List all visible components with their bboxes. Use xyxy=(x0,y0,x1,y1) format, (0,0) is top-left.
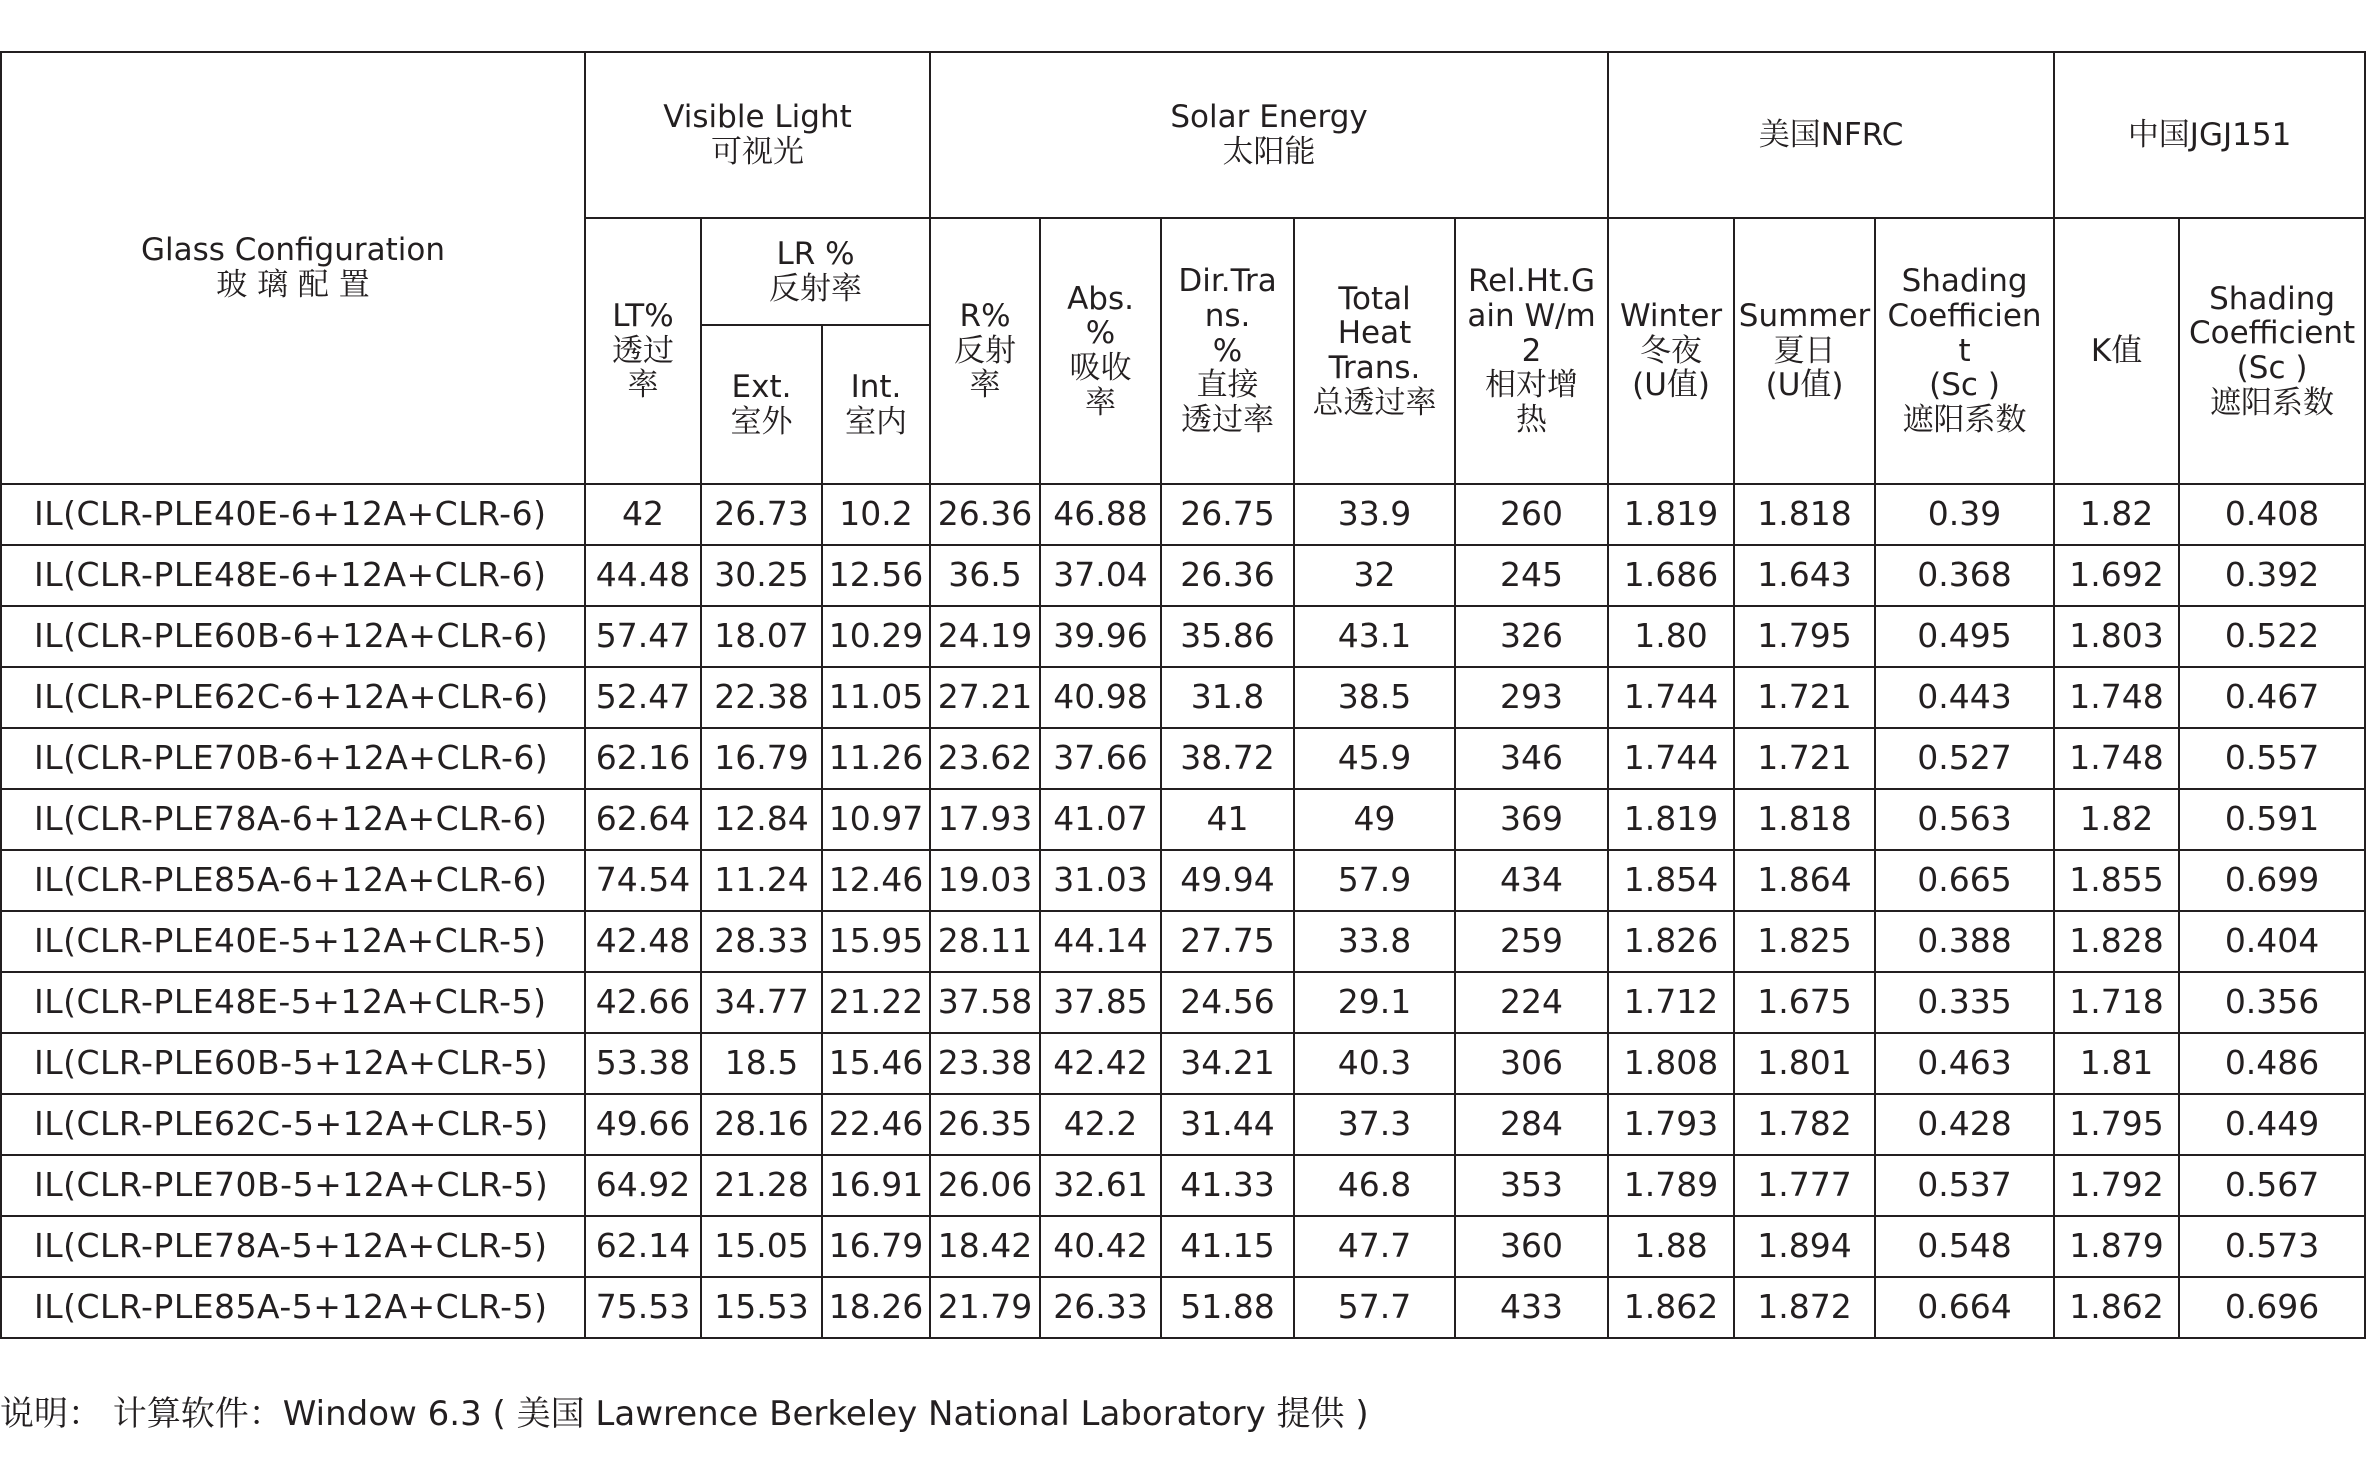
glass-config-cell: IL(CLR-PLE85A-5+12A+CLR-5) xyxy=(1,1277,585,1338)
value-cell: 0.557 xyxy=(2179,728,2365,789)
value-cell: 52.47 xyxy=(585,667,701,728)
value-cell: 74.54 xyxy=(585,850,701,911)
value-cell: 32.61 xyxy=(1040,1155,1161,1216)
value-cell: 1.718 xyxy=(2054,972,2179,1033)
header-solar-energy: Solar Energy 太阳能 xyxy=(930,52,1608,218)
value-cell: 35.86 xyxy=(1161,606,1294,667)
value-cell: 0.563 xyxy=(1875,789,2054,850)
value-cell: 28.16 xyxy=(701,1094,822,1155)
table-row xyxy=(1,545,2365,606)
glass-config-cell: IL(CLR-PLE40E-5+12A+CLR-5) xyxy=(1,911,585,972)
value-cell: 49 xyxy=(1294,789,1455,850)
value-cell: 32 xyxy=(1294,545,1455,606)
value-cell: 1.854 xyxy=(1608,850,1734,911)
value-cell: 26.36 xyxy=(1161,545,1294,606)
header-glass-configuration: Glass Configuration 玻 璃 配 置 xyxy=(1,52,585,484)
footnote: 说明： 计算软件：Window 6.3 ( 美国 Lawrence Berkeley National Laboratory 提供 ) xyxy=(0,1394,1369,1434)
header-abs: Abs. % 吸收 率 xyxy=(1040,218,1161,484)
value-cell: 41.33 xyxy=(1161,1155,1294,1216)
value-cell: 1.748 xyxy=(2054,728,2179,789)
value-cell: 1.748 xyxy=(2054,667,2179,728)
glass-config-cell: IL(CLR-PLE70B-6+12A+CLR-6) xyxy=(1,728,585,789)
glass-config-cell: IL(CLR-PLE85A-6+12A+CLR-6) xyxy=(1,850,585,911)
value-cell: 1.777 xyxy=(1734,1155,1875,1216)
table-row xyxy=(1,972,2365,1033)
value-cell: 34.77 xyxy=(701,972,822,1033)
value-cell: 17.93 xyxy=(930,789,1040,850)
value-cell: 1.818 xyxy=(1734,484,1875,545)
value-cell: 39.96 xyxy=(1040,606,1161,667)
value-cell: 0.567 xyxy=(2179,1155,2365,1216)
value-cell: 224 xyxy=(1455,972,1608,1033)
header-lr: LR % 反射率 xyxy=(701,218,930,325)
value-cell: 47.7 xyxy=(1294,1216,1455,1277)
value-cell: 0.696 xyxy=(2179,1277,2365,1338)
table-row xyxy=(1,1277,2365,1338)
value-cell: 42 xyxy=(585,484,701,545)
value-cell: 44.48 xyxy=(585,545,701,606)
glass-spec-table xyxy=(0,51,2366,1339)
value-cell: 16.79 xyxy=(822,1216,930,1277)
value-cell: 12.84 xyxy=(701,789,822,850)
value-cell: 306 xyxy=(1455,1033,1608,1094)
glass-config-cell: IL(CLR-PLE78A-6+12A+CLR-6) xyxy=(1,789,585,850)
value-cell: 0.368 xyxy=(1875,545,2054,606)
value-cell: 0.443 xyxy=(1875,667,2054,728)
value-cell: 1.862 xyxy=(1608,1277,1734,1338)
value-cell: 26.33 xyxy=(1040,1277,1161,1338)
table-row xyxy=(1,1033,2365,1094)
value-cell: 1.801 xyxy=(1734,1033,1875,1094)
value-cell: 1.692 xyxy=(2054,545,2179,606)
value-cell: 1.793 xyxy=(1608,1094,1734,1155)
glass-config-cell: IL(CLR-PLE62C-5+12A+CLR-5) xyxy=(1,1094,585,1155)
value-cell: 0.527 xyxy=(1875,728,2054,789)
value-cell: 1.855 xyxy=(2054,850,2179,911)
value-cell: 18.07 xyxy=(701,606,822,667)
value-cell: 37.66 xyxy=(1040,728,1161,789)
table-row xyxy=(1,789,2365,850)
value-cell: 46.88 xyxy=(1040,484,1161,545)
value-cell: 0.467 xyxy=(2179,667,2365,728)
value-cell: 31.8 xyxy=(1161,667,1294,728)
value-cell: 1.744 xyxy=(1608,728,1734,789)
value-cell: 62.64 xyxy=(585,789,701,850)
value-cell: 10.2 xyxy=(822,484,930,545)
glass-config-cell: IL(CLR-PLE40E-6+12A+CLR-6) xyxy=(1,484,585,545)
value-cell: 53.38 xyxy=(585,1033,701,1094)
value-cell: 12.46 xyxy=(822,850,930,911)
header-lr-ext: Ext. 室外 xyxy=(701,325,822,484)
value-cell: 0.548 xyxy=(1875,1216,2054,1277)
table-row xyxy=(1,667,2365,728)
value-cell: 45.9 xyxy=(1294,728,1455,789)
value-cell: 1.721 xyxy=(1734,728,1875,789)
value-cell: 245 xyxy=(1455,545,1608,606)
value-cell: 1.864 xyxy=(1734,850,1875,911)
value-cell: 15.05 xyxy=(701,1216,822,1277)
value-cell: 1.712 xyxy=(1608,972,1734,1033)
value-cell: 22.38 xyxy=(701,667,822,728)
value-cell: 1.782 xyxy=(1734,1094,1875,1155)
value-cell: 260 xyxy=(1455,484,1608,545)
header-k-value: K值 xyxy=(2054,218,2179,484)
value-cell: 346 xyxy=(1455,728,1608,789)
header-r: R% 反射 率 xyxy=(930,218,1040,484)
value-cell: 64.92 xyxy=(585,1155,701,1216)
value-cell: 1.808 xyxy=(1608,1033,1734,1094)
value-cell: 57.7 xyxy=(1294,1277,1455,1338)
value-cell: 21.22 xyxy=(822,972,930,1033)
table-row xyxy=(1,1094,2365,1155)
value-cell: 26.75 xyxy=(1161,484,1294,545)
value-cell: 1.818 xyxy=(1734,789,1875,850)
value-cell: 1.82 xyxy=(2054,789,2179,850)
value-cell: 18.5 xyxy=(701,1033,822,1094)
value-cell: 41.07 xyxy=(1040,789,1161,850)
value-cell: 1.792 xyxy=(2054,1155,2179,1216)
value-cell: 15.95 xyxy=(822,911,930,972)
value-cell: 27.75 xyxy=(1161,911,1294,972)
value-cell: 43.1 xyxy=(1294,606,1455,667)
value-cell: 23.38 xyxy=(930,1033,1040,1094)
header-total-heat-trans: Total Heat Trans. 总透过率 xyxy=(1294,218,1455,484)
value-cell: 0.335 xyxy=(1875,972,2054,1033)
value-cell: 0.591 xyxy=(2179,789,2365,850)
value-cell: 1.795 xyxy=(1734,606,1875,667)
value-cell: 0.486 xyxy=(2179,1033,2365,1094)
value-cell: 33.9 xyxy=(1294,484,1455,545)
value-cell: 42.48 xyxy=(585,911,701,972)
value-cell: 1.80 xyxy=(1608,606,1734,667)
value-cell: 37.58 xyxy=(930,972,1040,1033)
value-cell: 18.42 xyxy=(930,1216,1040,1277)
value-cell: 40.42 xyxy=(1040,1216,1161,1277)
value-cell: 0.522 xyxy=(2179,606,2365,667)
value-cell: 30.25 xyxy=(701,545,822,606)
value-cell: 1.826 xyxy=(1608,911,1734,972)
value-cell: 0.388 xyxy=(1875,911,2054,972)
table-row xyxy=(1,1155,2365,1216)
value-cell: 28.33 xyxy=(701,911,822,972)
value-cell: 40.98 xyxy=(1040,667,1161,728)
glass-config-cell: IL(CLR-PLE70B-5+12A+CLR-5) xyxy=(1,1155,585,1216)
value-cell: 1.872 xyxy=(1734,1277,1875,1338)
value-cell: 0.39 xyxy=(1875,484,2054,545)
value-cell: 369 xyxy=(1455,789,1608,850)
value-cell: 40.3 xyxy=(1294,1033,1455,1094)
value-cell: 15.46 xyxy=(822,1033,930,1094)
value-cell: 0.392 xyxy=(2179,545,2365,606)
value-cell: 11.05 xyxy=(822,667,930,728)
header-shading-coefficient-nfrc: Shading Coefficien t (Sc ) 遮阳系数 xyxy=(1875,218,2054,484)
value-cell: 51.88 xyxy=(1161,1277,1294,1338)
value-cell: 18.26 xyxy=(822,1277,930,1338)
value-cell: 27.21 xyxy=(930,667,1040,728)
value-cell: 46.8 xyxy=(1294,1155,1455,1216)
value-cell: 49.94 xyxy=(1161,850,1294,911)
glass-config-cell: IL(CLR-PLE78A-5+12A+CLR-5) xyxy=(1,1216,585,1277)
value-cell: 62.16 xyxy=(585,728,701,789)
value-cell: 26.35 xyxy=(930,1094,1040,1155)
value-cell: 1.879 xyxy=(2054,1216,2179,1277)
value-cell: 1.825 xyxy=(1734,911,1875,972)
value-cell: 259 xyxy=(1455,911,1608,972)
value-cell: 29.1 xyxy=(1294,972,1455,1033)
value-cell: 57.9 xyxy=(1294,850,1455,911)
glass-config-cell: IL(CLR-PLE60B-6+12A+CLR-6) xyxy=(1,606,585,667)
value-cell: 284 xyxy=(1455,1094,1608,1155)
header-lt: LT% 透过 率 xyxy=(585,218,701,484)
value-cell: 41 xyxy=(1161,789,1294,850)
value-cell: 1.828 xyxy=(2054,911,2179,972)
value-cell: 26.73 xyxy=(701,484,822,545)
value-cell: 1.862 xyxy=(2054,1277,2179,1338)
value-cell: 26.06 xyxy=(930,1155,1040,1216)
value-cell: 42.42 xyxy=(1040,1033,1161,1094)
value-cell: 1.686 xyxy=(1608,545,1734,606)
value-cell: 10.29 xyxy=(822,606,930,667)
value-cell: 0.699 xyxy=(2179,850,2365,911)
value-cell: 1.675 xyxy=(1734,972,1875,1033)
value-cell: 16.79 xyxy=(701,728,822,789)
value-cell: 11.24 xyxy=(701,850,822,911)
value-cell: 1.82 xyxy=(2054,484,2179,545)
value-cell: 31.44 xyxy=(1161,1094,1294,1155)
value-cell: 1.789 xyxy=(1608,1155,1734,1216)
header-visible-light: Visible Light 可视光 xyxy=(585,52,930,218)
value-cell: 0.408 xyxy=(2179,484,2365,545)
value-cell: 1.803 xyxy=(2054,606,2179,667)
value-cell: 0.537 xyxy=(1875,1155,2054,1216)
table-row xyxy=(1,1216,2365,1277)
value-cell: 38.5 xyxy=(1294,667,1455,728)
value-cell: 75.53 xyxy=(585,1277,701,1338)
value-cell: 34.21 xyxy=(1161,1033,1294,1094)
value-cell: 37.3 xyxy=(1294,1094,1455,1155)
value-cell: 16.91 xyxy=(822,1155,930,1216)
value-cell: 0.573 xyxy=(2179,1216,2365,1277)
value-cell: 0.428 xyxy=(1875,1094,2054,1155)
value-cell: 31.03 xyxy=(1040,850,1161,911)
value-cell: 41.15 xyxy=(1161,1216,1294,1277)
value-cell: 1.795 xyxy=(2054,1094,2179,1155)
value-cell: 22.46 xyxy=(822,1094,930,1155)
header-jgj151: 中国JGJ151 xyxy=(2054,52,2365,218)
table-row xyxy=(1,606,2365,667)
table-row xyxy=(1,728,2365,789)
header-summer-u: Summer 夏日 (U值) xyxy=(1734,218,1875,484)
value-cell: 326 xyxy=(1455,606,1608,667)
value-cell: 433 xyxy=(1455,1277,1608,1338)
value-cell: 36.5 xyxy=(930,545,1040,606)
value-cell: 1.894 xyxy=(1734,1216,1875,1277)
value-cell: 19.03 xyxy=(930,850,1040,911)
header-rel-heat-gain: Rel.Ht.G ain W/m 2 相对增 热 xyxy=(1455,218,1608,484)
value-cell: 12.56 xyxy=(822,545,930,606)
glass-config-cell: IL(CLR-PLE48E-5+12A+CLR-5) xyxy=(1,972,585,1033)
value-cell: 26.36 xyxy=(930,484,1040,545)
value-cell: 15.53 xyxy=(701,1277,822,1338)
value-cell: 293 xyxy=(1455,667,1608,728)
glass-config-cell: IL(CLR-PLE48E-6+12A+CLR-6) xyxy=(1,545,585,606)
value-cell: 57.47 xyxy=(585,606,701,667)
header-nfrc: 美国NFRC xyxy=(1608,52,2054,218)
value-cell: 1.81 xyxy=(2054,1033,2179,1094)
value-cell: 44.14 xyxy=(1040,911,1161,972)
table-row xyxy=(1,850,2365,911)
value-cell: 1.819 xyxy=(1608,789,1734,850)
value-cell: 38.72 xyxy=(1161,728,1294,789)
table-row xyxy=(1,484,2365,545)
value-cell: 24.56 xyxy=(1161,972,1294,1033)
value-cell: 42.66 xyxy=(585,972,701,1033)
value-cell: 434 xyxy=(1455,850,1608,911)
header-winter-u: Winter 冬夜 (U值) xyxy=(1608,218,1734,484)
value-cell: 0.664 xyxy=(1875,1277,2054,1338)
value-cell: 0.356 xyxy=(2179,972,2365,1033)
value-cell: 49.66 xyxy=(585,1094,701,1155)
value-cell: 0.463 xyxy=(1875,1033,2054,1094)
value-cell: 1.721 xyxy=(1734,667,1875,728)
value-cell: 33.8 xyxy=(1294,911,1455,972)
value-cell: 28.11 xyxy=(930,911,1040,972)
glass-config-cell: IL(CLR-PLE60B-5+12A+CLR-5) xyxy=(1,1033,585,1094)
header-dir-trans: Dir.Tra ns. % 直接 透过率 xyxy=(1161,218,1294,484)
value-cell: 24.19 xyxy=(930,606,1040,667)
table-body xyxy=(1,484,2365,1338)
value-cell: 0.495 xyxy=(1875,606,2054,667)
value-cell: 0.665 xyxy=(1875,850,2054,911)
value-cell: 0.404 xyxy=(2179,911,2365,972)
value-cell: 1.744 xyxy=(1608,667,1734,728)
value-cell: 37.04 xyxy=(1040,545,1161,606)
value-cell: 0.449 xyxy=(2179,1094,2365,1155)
table-row xyxy=(1,911,2365,972)
value-cell: 21.28 xyxy=(701,1155,822,1216)
value-cell: 353 xyxy=(1455,1155,1608,1216)
value-cell: 1.643 xyxy=(1734,545,1875,606)
header-lr-int: Int. 室内 xyxy=(822,325,930,484)
value-cell: 62.14 xyxy=(585,1216,701,1277)
value-cell: 1.88 xyxy=(1608,1216,1734,1277)
glass-config-cell: IL(CLR-PLE62C-6+12A+CLR-6) xyxy=(1,667,585,728)
value-cell: 21.79 xyxy=(930,1277,1040,1338)
value-cell: 360 xyxy=(1455,1216,1608,1277)
value-cell: 10.97 xyxy=(822,789,930,850)
value-cell: 42.2 xyxy=(1040,1094,1161,1155)
value-cell: 23.62 xyxy=(930,728,1040,789)
value-cell: 1.819 xyxy=(1608,484,1734,545)
value-cell: 37.85 xyxy=(1040,972,1161,1033)
header-shading-coefficient-jgj: Shading Coefficient (Sc ) 遮阳系数 xyxy=(2179,218,2365,484)
value-cell: 11.26 xyxy=(822,728,930,789)
